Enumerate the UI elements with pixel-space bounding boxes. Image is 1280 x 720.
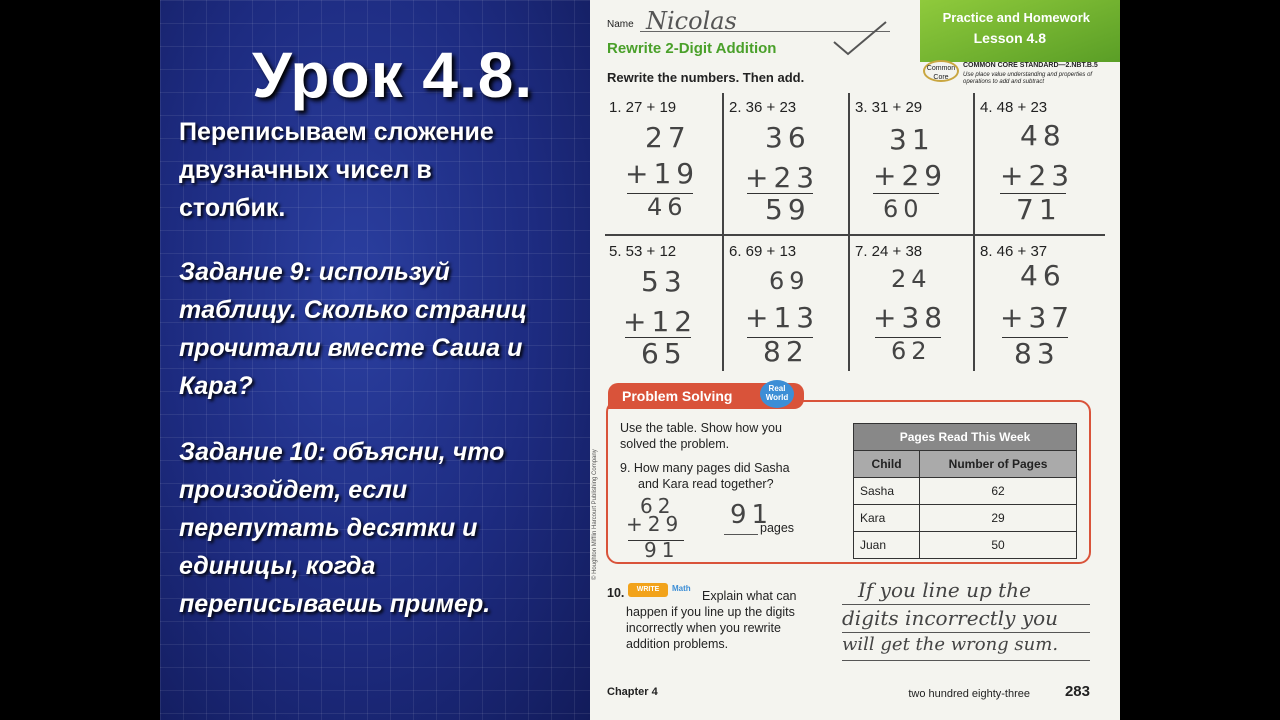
pages-table (853, 423, 1077, 559)
problem-solving-intro (620, 420, 782, 452)
subtitle-line: двузначных чисел в (179, 156, 432, 184)
intro-line: solved the problem. (620, 437, 730, 451)
common-core-standard: COMMON CORE STANDARD—2.NBT.B.5 (963, 62, 1098, 69)
handwritten-addend: 27 (645, 121, 691, 154)
problem-label: 7. 24 + 38 (855, 243, 923, 260)
problem-2 (725, 93, 850, 233)
answer-line (724, 534, 758, 535)
table-cell: 29 (920, 505, 1077, 532)
table-row (854, 478, 1077, 505)
task10-line: единицы, когда (179, 552, 376, 580)
question-9 (620, 460, 790, 492)
question-line: and Kara read together? (638, 477, 774, 491)
handwritten-addend: 53 (641, 265, 687, 298)
answer-unit: pages (760, 521, 795, 535)
problem-8 (976, 237, 1101, 377)
handwritten-sum: 83 (1014, 337, 1060, 370)
question-line: 9. How many pages did Sasha (620, 461, 790, 475)
handwritten-sum: 91 (644, 538, 680, 562)
handwritten-sum: 46 (647, 193, 688, 221)
handwritten-addend: +29 (873, 159, 948, 192)
problem-6 (725, 237, 850, 377)
handwritten-sum: 71 (1016, 193, 1062, 226)
handwritten-answer: If you line up the (858, 578, 1031, 602)
table-row (854, 505, 1077, 532)
handwritten-addend: 24 (891, 265, 932, 293)
task9-text (179, 253, 527, 405)
table-cell: Juan (854, 532, 920, 559)
handwritten-answer: 91 (730, 500, 774, 530)
handwritten-addend: +38 (873, 301, 948, 334)
task10-line: произойдет, если (179, 476, 408, 504)
handwritten-addend: 31 (889, 123, 935, 156)
table-header: Number of Pages (920, 451, 1077, 478)
handwritten-answer: digits incorrectly you (842, 606, 1059, 630)
problem-label: 8. 46 + 37 (980, 243, 1048, 260)
handwritten-addend: +37 (1000, 301, 1075, 334)
problem-1 (605, 93, 730, 233)
problem-label: 6. 69 + 13 (729, 243, 797, 260)
task10-line: перепутать десятки и (179, 514, 478, 542)
lesson-slide (160, 0, 590, 720)
real-world-badge: Real World (760, 380, 794, 408)
handwritten-addend: 46 (1020, 259, 1066, 292)
question-line: happen if you line up the digits (626, 605, 795, 619)
slide-subtitle (179, 113, 494, 227)
handwritten-sum: 82 (763, 335, 809, 368)
banner-lesson: Lesson 4.8 (973, 30, 1046, 46)
handwritten-addend: +23 (745, 161, 820, 194)
task10-text (179, 433, 504, 623)
problem-label: 3. 31 + 29 (855, 99, 923, 116)
task10-line: переписываешь пример. (179, 590, 491, 618)
problem-label: 5. 53 + 12 (609, 243, 677, 260)
task9-line: прочитали вместе Саша и (179, 334, 523, 362)
handwritten-addend: 62 (640, 494, 676, 518)
table-header: Child (854, 451, 920, 478)
footer-page-words: two hundred eighty-three (908, 688, 1030, 700)
question-line: addition problems. (626, 637, 729, 651)
handwritten-addend: +29 (626, 512, 684, 536)
handwritten-sum: 65 (641, 337, 687, 370)
question-10-number: 10. (607, 586, 625, 600)
problem-4 (976, 93, 1101, 233)
handwritten-addend: +13 (745, 301, 820, 334)
table-caption: Pages Read This Week (854, 424, 1077, 451)
handwritten-sum: 62 (891, 337, 932, 365)
handwritten-addend: +19 (625, 157, 700, 190)
answer-line (842, 632, 1090, 633)
instruction: Rewrite the numbers. Then add. (607, 70, 805, 85)
handwritten-addend: 48 (1020, 119, 1066, 152)
handwritten-addend: 69 (769, 267, 810, 295)
copyright: © Houghton Mifflin Harcourt Publishing Company (592, 449, 598, 580)
footer-page-number: 283 (1064, 683, 1090, 700)
task10-line: Задание 10: объясни, что (179, 438, 505, 466)
task9-line: таблицу. Сколько страниц (179, 296, 527, 324)
intro-line: Use the table. Show how you (620, 421, 782, 435)
subtitle-line: Переписываем сложение (179, 118, 494, 146)
table-cell: 50 (920, 532, 1077, 559)
question-line: incorrectly when you rewrite (626, 621, 781, 635)
subtitle-line: столбик. (179, 194, 286, 222)
worksheet-title: Rewrite 2-Digit Addition (607, 40, 777, 57)
write-badge: WRITE (628, 583, 668, 597)
common-core-description: Use place value understanding and properties of operations to add and subtract (963, 72, 1093, 85)
name-label: Name (607, 19, 634, 30)
task9-line: Кара? (179, 372, 253, 400)
problem-solving-tab: Problem Solving (608, 383, 804, 409)
table-cell: Sasha (854, 478, 920, 505)
table-cell: 62 (920, 478, 1077, 505)
problem-5 (605, 237, 730, 377)
checkmark-icon (830, 18, 890, 58)
table-row (854, 532, 1077, 559)
table-cell: Kara (854, 505, 920, 532)
lesson-banner (920, 0, 1120, 62)
slide-title: Урок 4.8. (252, 39, 534, 111)
problem-label: 2. 36 + 23 (729, 99, 797, 116)
question-10 (626, 588, 797, 652)
problem-label: 4. 48 + 23 (980, 99, 1048, 116)
problem-3 (851, 93, 976, 233)
handwritten-sum: 60 (883, 195, 924, 223)
handwritten-addend: +12 (623, 305, 698, 338)
sum-line (873, 193, 939, 194)
problem-grid (605, 93, 1105, 371)
banner-heading: Practice and Homework (942, 10, 1090, 25)
problem-label: 1. 27 + 19 (609, 99, 677, 116)
grid-divider (605, 234, 1105, 236)
answer-line (842, 604, 1090, 605)
question-line: Explain what can (702, 589, 797, 603)
answer-line (842, 660, 1090, 661)
problem-7 (851, 237, 976, 377)
worksheet-photo (590, 0, 1120, 720)
handwritten-answer: will get the wrong sum. (842, 634, 1059, 655)
handwritten-addend: +23 (1000, 159, 1075, 192)
student-name: Nicolas (646, 7, 737, 35)
handwritten-sum: 59 (765, 193, 811, 226)
task9-line: Задание 9: используй (179, 258, 450, 286)
handwritten-addend: 36 (765, 121, 811, 154)
common-core-badge: Common Core (923, 60, 959, 82)
footer-chapter: Chapter 4 (607, 686, 658, 698)
math-badge: Math (672, 584, 691, 593)
